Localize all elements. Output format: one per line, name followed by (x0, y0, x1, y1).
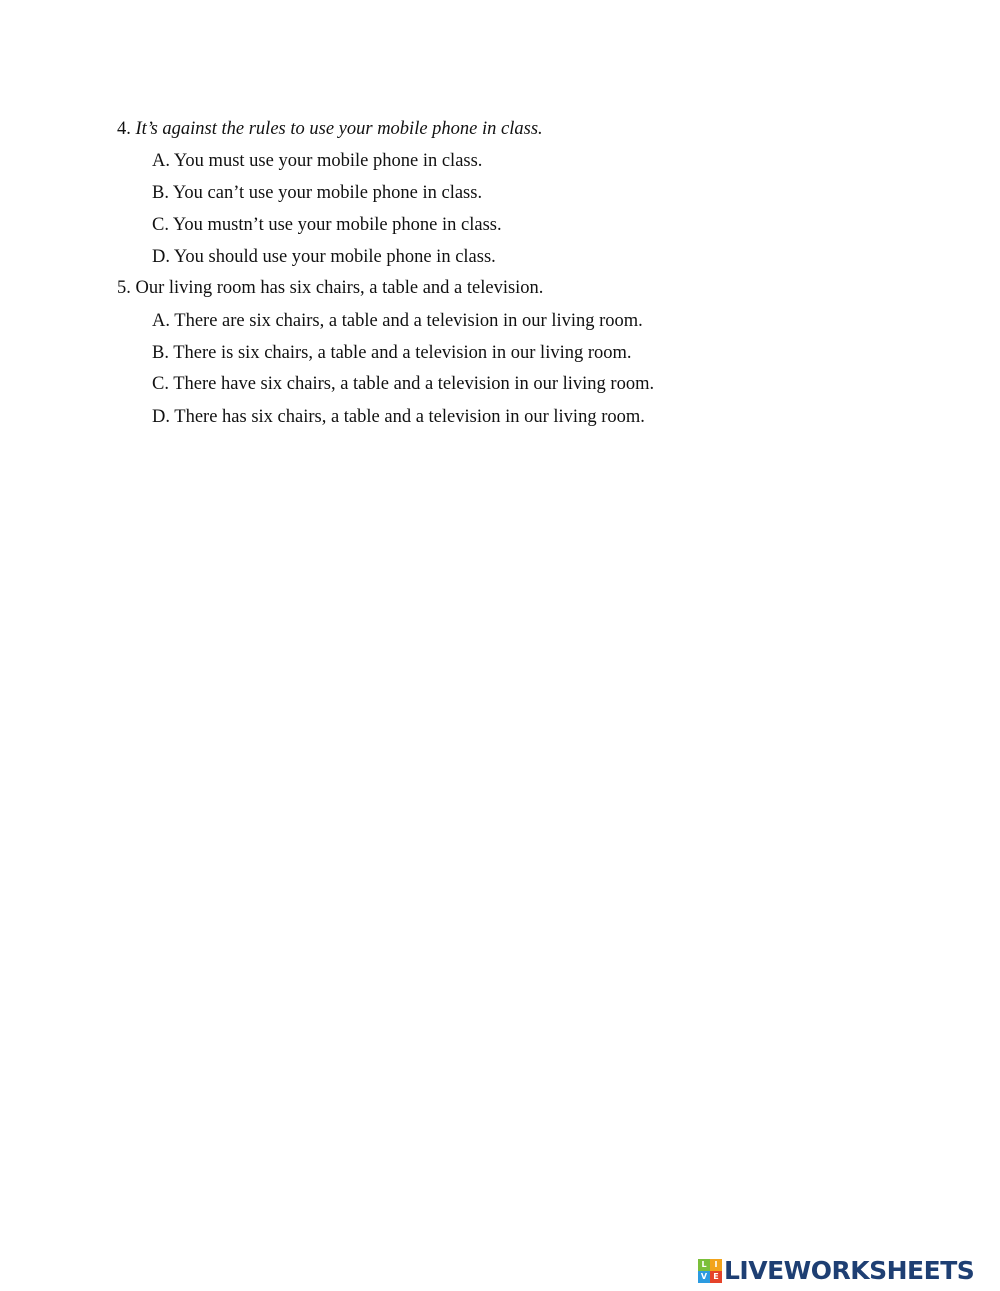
question-stem: Our living room has six chairs, a table and a television. (135, 278, 544, 298)
logo-cell-l: L (698, 1259, 710, 1271)
question-4 (117, 118, 543, 140)
question-5-option-c: C. There have six chairs, a table and a television in our living room. (152, 374, 655, 394)
liveworksheets-brand (698, 1257, 974, 1285)
question-5-option-a: A. There are six chairs, a table and a television in our living room. (152, 311, 643, 331)
question-5-option-d: D. There has six chairs, a table and a television in our living room. (152, 407, 645, 427)
logo-cell-e: E (710, 1271, 722, 1283)
question-4-option-c: C. You mustn’t use your mobile phone in class. (152, 215, 502, 235)
logo-cell-i: I (710, 1259, 722, 1271)
liveworksheets-logo-icon (698, 1259, 722, 1283)
brand-wordmark: LIVEWORKSHEETS (724, 1256, 975, 1285)
question-4-option-d: D. You should use your mobile phone in class. (152, 247, 496, 267)
question-number: 4. (117, 119, 131, 139)
logo-cell-v: V (698, 1271, 710, 1283)
question-stem: It’s against the rules to use your mobile phone in class. (135, 119, 543, 139)
question-4-option-a: A. You must use your mobile phone in class. (152, 151, 483, 171)
question-5 (117, 277, 543, 299)
question-number: 5. (117, 278, 131, 298)
question-4-option-b: B. You can’t use your mobile phone in class. (152, 183, 483, 203)
question-5-option-b: B. There is six chairs, a table and a television in our living room. (152, 343, 632, 363)
